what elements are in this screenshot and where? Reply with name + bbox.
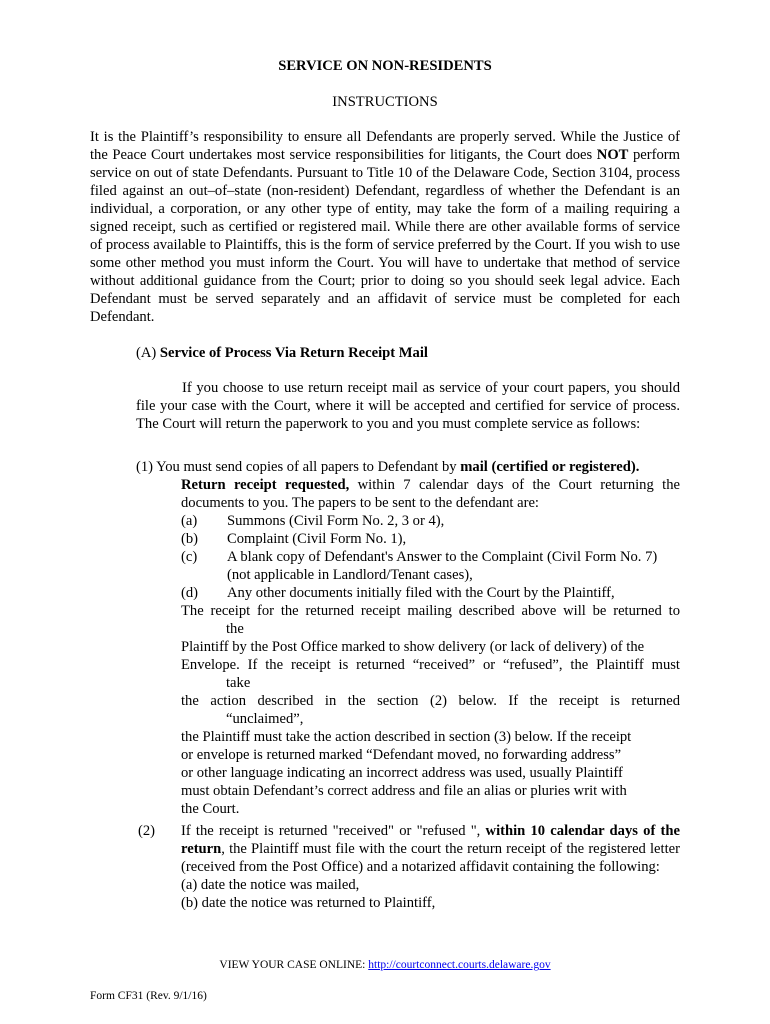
- item2-lead: If the receipt is returned "received" or "refused ",: [181, 823, 486, 839]
- footer-online-label: VIEW YOUR CASE ONLINE:: [219, 959, 369, 971]
- intro-text-2: perform service on out of state Defendants. Pursuant to Title 10 of the Delaware Code, Section 3104, process filed against an out–of–state (non-resident) Defendant, regardless of whether the Defendant is an individual, a corporation, or any other type of entity, may take the form of a mailing requiring a signed receipt, such as certified or registered mail. While there are other available forms of service of process available to Plaintiffs, this is the form of service preferred by the Court. If you wish to use some other method you must inform the Court. You will have to undertake that method of service without additional guidance from the Court; prior to doing so you should seek legal advice. Each Defendant must be served separately and an affidavit of service must be completed for each Defendant.: [90, 147, 680, 325]
- item1-lead: (1) You must send copies of all papers to Defendant by: [136, 459, 461, 475]
- receipt-line-4: the action described in the section (2) below. If the receipt is returned: [181, 693, 680, 709]
- item1-continuation: [136, 476, 680, 512]
- item1-bold-return: Return receipt requested,: [181, 477, 350, 493]
- intro-not: NOT: [596, 147, 629, 163]
- section-a-paragraph: If you choose to use return receipt mail as service of your court papers, you should file your case with the Court, where it will be accepted and certified for service of process. The Court will return the paperwork to you and you must complete service as follows:: [136, 380, 680, 432]
- section-a-prefix: (A): [136, 345, 160, 361]
- page-subtitle: INSTRUCTIONS: [332, 94, 438, 110]
- section-a-title: Service of Process Via Return Receipt Mail: [159, 345, 428, 361]
- form-id: Form CF31 (Rev. 9/1/16): [90, 990, 207, 1002]
- receipt-line-3: Envelope. If the receipt is returned “received” or “refused”, the Plaintiff must: [181, 657, 680, 673]
- item2-body: [181, 822, 680, 876]
- item2-rest: , the Plaintiff must file with the court the return receipt of the registered letter (received from the Post Office) and a notarized affidavit containing the following:: [181, 841, 680, 875]
- subitem-b: [181, 530, 680, 548]
- item2-number: (2): [138, 823, 156, 839]
- receipt-line-1: The receipt for the returned receipt mailing described above will be returned to: [181, 603, 680, 619]
- receipt-line-3b: take: [226, 675, 251, 691]
- receipt-line-5: the Plaintiff must take the action described in section (3) below. If the receipt or envelope is returned marked “Defendant moved, no forwarding address” or other language indicating an incorrect address was used, usually Plaintiff must obtain Defendant’s correct address and file an alias or pluries writ with the Court.: [181, 729, 632, 817]
- intro-paragraph: [90, 128, 680, 326]
- item-1: [136, 458, 680, 818]
- item1-bold-mail: mail (certified or registered).: [460, 459, 640, 475]
- subitem-label: (c): [181, 549, 198, 565]
- subitem-text: Any other documents initially filed with the Court by the Plaintiff,: [227, 585, 615, 601]
- subitem-text: A blank copy of Defendant's Answer to the Complaint (Civil Form No. 7) (not applicable in Landlord/Tenant cases),: [227, 549, 658, 583]
- receipt-line-4b: “unclaimed”,: [226, 711, 304, 727]
- receipt-line-1b: the: [226, 621, 244, 637]
- item2-b: (b) date the notice was returned to Plaintiff,: [181, 895, 436, 911]
- subitem-label: (d): [181, 585, 199, 601]
- receipt-line-2: Plaintiff by the Post Office marked to show delivery (or lack of delivery) of the: [181, 639, 645, 655]
- intro-text-1: It is the Plaintiff’s responsibility to ensure all Defendants are properly served. While the Justice of the Peace Court undertakes most service responsibilities for litigants, the Court does: [90, 129, 680, 163]
- item2-bold: within 10 calendar days of the return: [181, 823, 680, 857]
- section-a-heading: [136, 344, 680, 362]
- item1-subitems: [136, 512, 680, 728]
- item-2: [136, 822, 680, 912]
- case-online-link[interactable]: http://courtconnect.courts.delaware.gov: [368, 959, 551, 971]
- footer-online: [0, 956, 770, 974]
- subitem-label: (a): [181, 513, 198, 529]
- subitem-text: Complaint (Civil Form No. 1),: [227, 531, 407, 547]
- subitem-text: Summons (Civil Form No. 2, 3 or 4),: [227, 513, 445, 529]
- item1-rest: within 7 calendar days of the Court returning the documents to you. The papers to be sent to the defendant are:: [181, 477, 680, 511]
- item2-a: (a) date the notice was mailed,: [181, 877, 360, 893]
- subitem-c: [181, 548, 680, 584]
- subitem-d: [181, 584, 680, 602]
- subitem-label: (b): [181, 531, 199, 547]
- page-title: SERVICE ON NON-RESIDENTS: [278, 58, 492, 74]
- subitem-a: [181, 512, 680, 530]
